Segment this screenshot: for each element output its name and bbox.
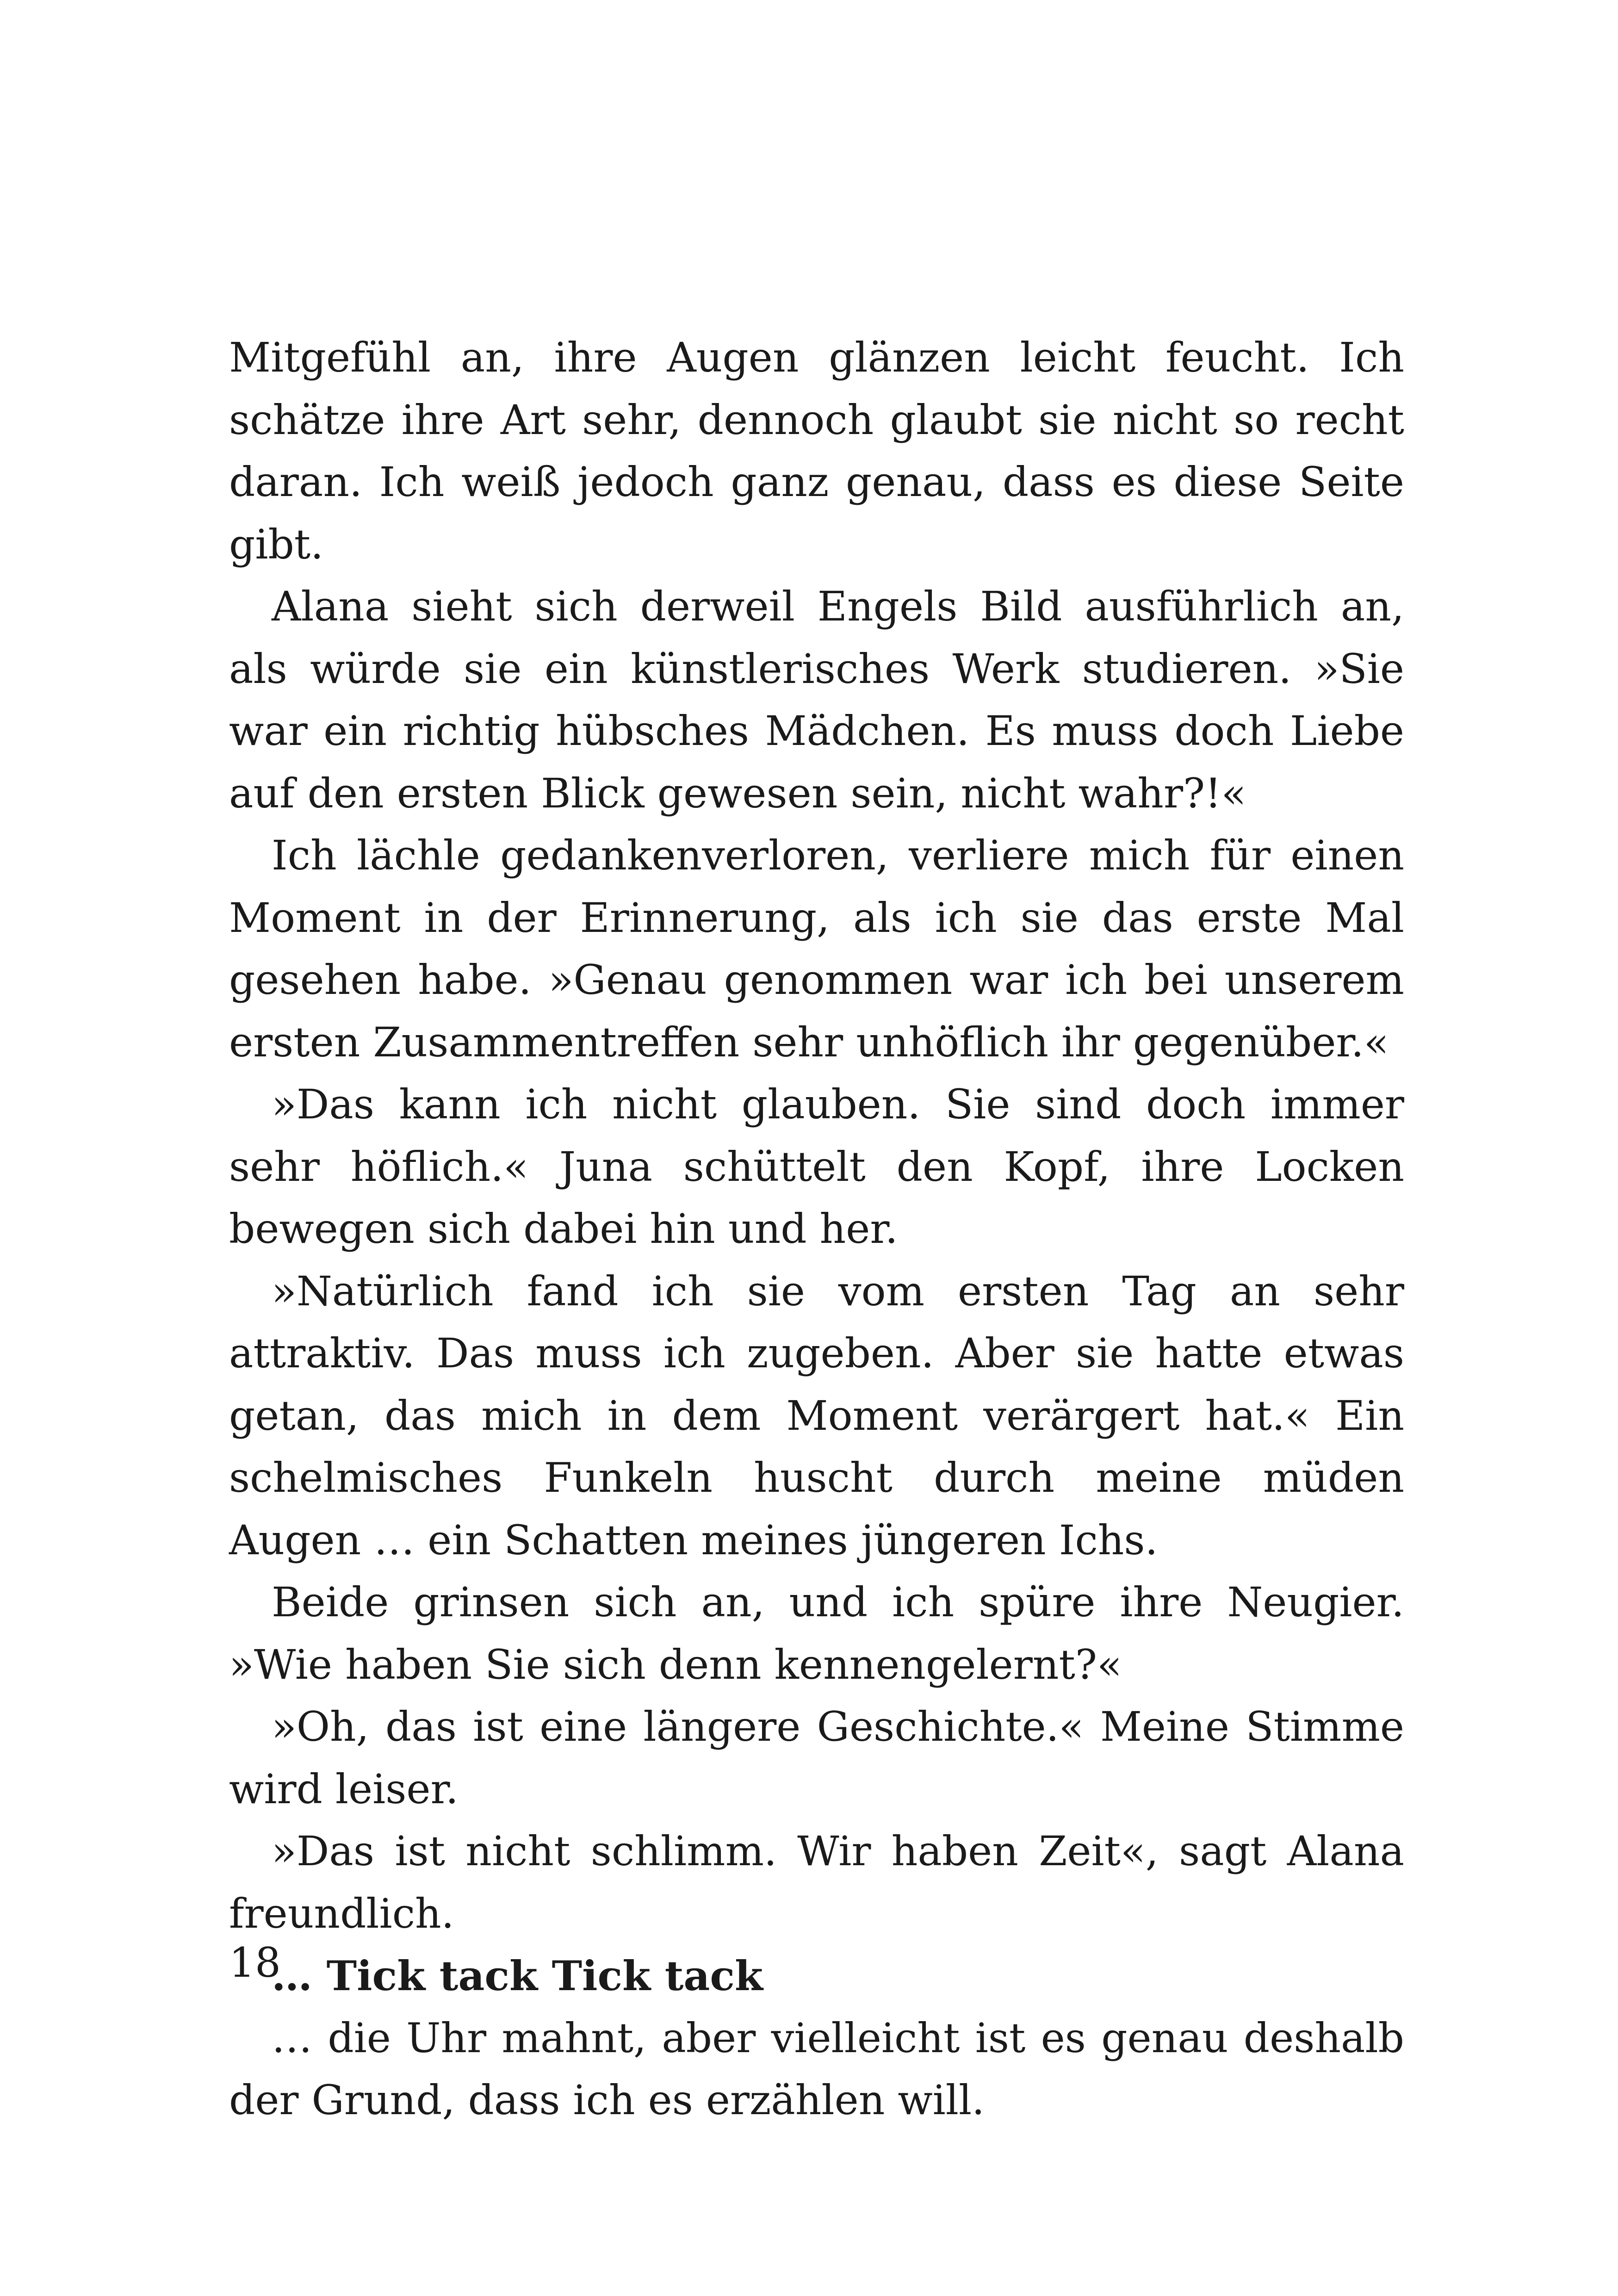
paragraph: Ich lächle gedankenverloren, verliere mich für einen Moment in der Erinnerung, als ich sie das erste Mal gesehen habe. »Genau genommen war ich bei unserem ersten Zusammentreffen sehr unhöflich ihr gegenüber.« — [229, 832, 1404, 1066]
bold-interlude: … Tick tack Tick tack — [272, 1952, 763, 2000]
paragraph: »Das ist nicht schlimm. Wir haben Zeit«, sagt Alana freundlich. — [229, 1827, 1404, 1937]
paragraph: »Das kann ich nicht glauben. Sie sind doch immer sehr höflich.« Juna schüttelt den Kopf, ihre Locken bewegen sich dabei hin und her. — [229, 1080, 1404, 1253]
paragraph: … die Uhr mahnt, aber vielleicht ist es genau deshalb der Grund, dass ich es erzählen will. — [229, 2014, 1404, 2124]
paragraph: »Oh, das ist eine längere Geschichte.« Meine Stimme wird leiser. — [229, 1703, 1404, 1813]
page-number: 18 — [229, 1939, 281, 1986]
paragraph-continuation: Mitgefühl an, ihre Augen glänzen leicht feucht. Ich schätze ihre Art sehr, dennoch glaubt sie nicht so recht daran. Ich weiß jedoch ganz genau, dass es diese Seite gibt. — [229, 334, 1404, 568]
paragraph: »Natürlich fand ich sie vom ersten Tag an sehr attraktiv. Das muss ich zugeben. Aber sie hatte etwas getan, das mich in dem Moment verärgert hat.« Ein schelmisches Funkeln huscht durch meine müden Augen … ein Schatten meines jüngeren Ichs. — [229, 1267, 1404, 1564]
paragraph: Beide grinsen sich an, und ich spüre ihre Neugier. »Wie haben Sie sich denn kennengelernt?« — [229, 1578, 1404, 1688]
body-text — [229, 327, 1404, 2132]
paragraph: Alana sieht sich derweil Engels Bild ausführlich an, als würde sie ein künstlerisches Werk studieren. »Sie war ein richtig hübsches Mädchen. Es muss doch Liebe auf den ersten Blick gewesen sein, nicht wahr?!« — [229, 583, 1404, 817]
